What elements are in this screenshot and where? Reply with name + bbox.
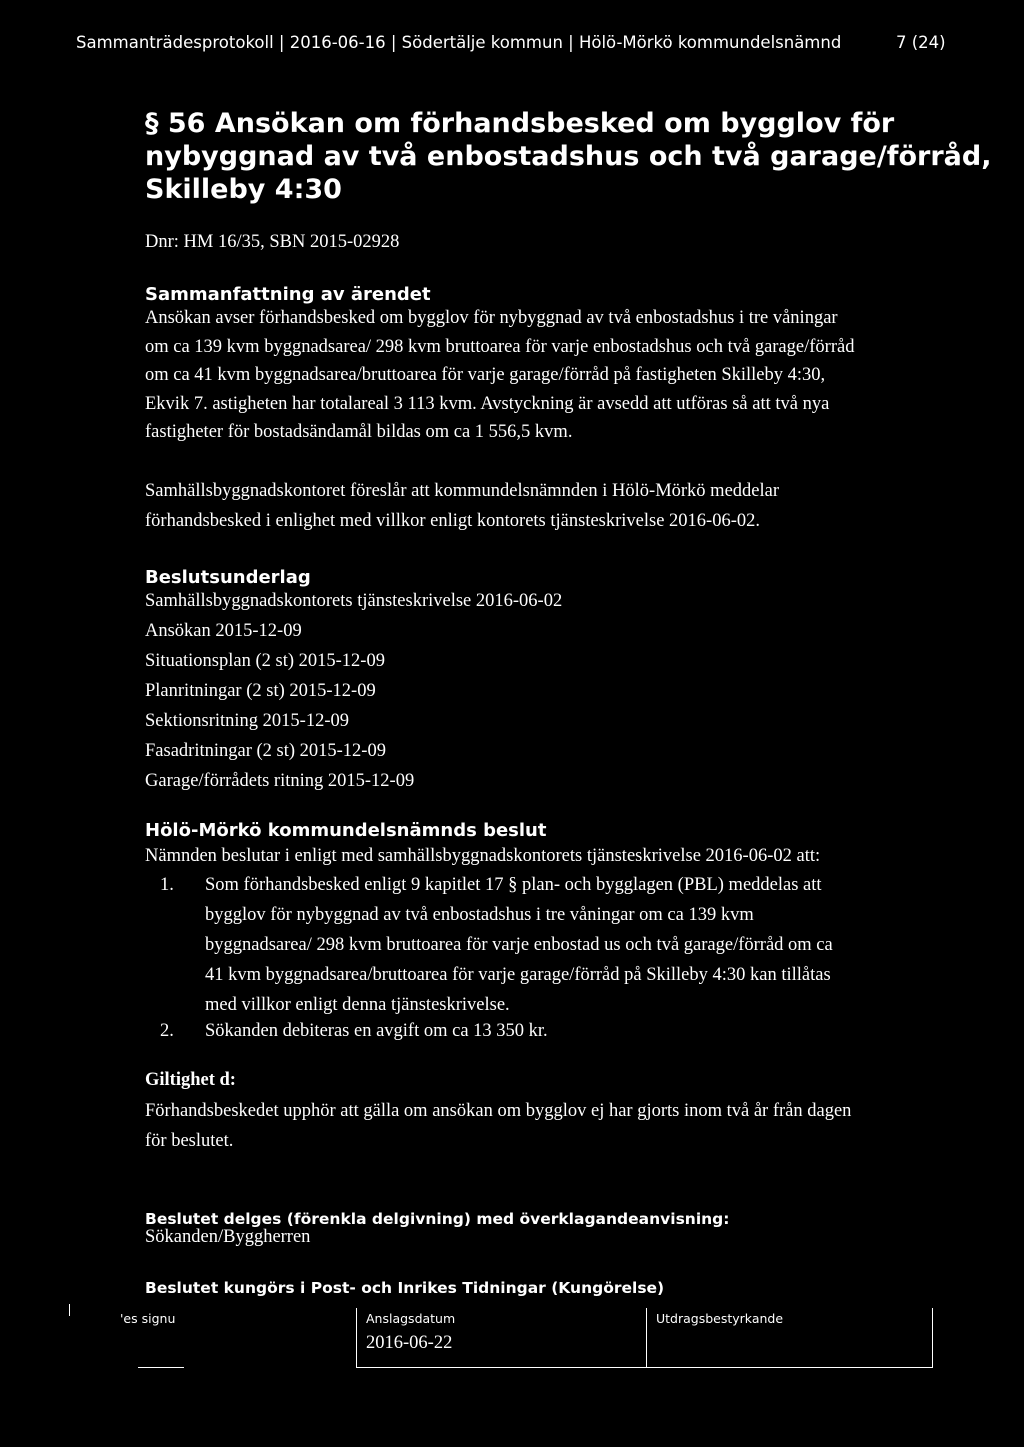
list-item: Fasadritningar (2 st) 2015-12-09 [145, 741, 386, 761]
item-number: 2. [160, 1021, 174, 1041]
table-border [69, 1304, 70, 1316]
item-text [205, 870, 833, 1020]
item-line: Sökanden debiteras en avgift om ca 13 350 kr. [205, 1021, 548, 1041]
distribution-recipient: Sökanden/Byggherren [145, 1227, 311, 1247]
item-line: 41 kvm byggnadsarea/bruttoarea för varje garage/förråd på Skilleby 4:30 kan tillåtas [205, 965, 831, 985]
recommendation-line: förhandsbesked i enlighet med villkor enligt kontorets tjänsteskrivelse 2016-06-02. [145, 511, 760, 531]
summary-line: fastigheter för bostadsändamål bildas om ca 1 556,5 kvm. [145, 422, 573, 442]
summary-line: om ca 41 kvm byggnadsarea/bruttoarea för varje garage/förråd på fastigheten Skilleby 4:30, [145, 365, 826, 385]
item-line: Som förhandsbesked enligt 9 kapitlet 17 § plan- och bygglagen (PBL) meddelas att [205, 875, 822, 895]
recommendation-paragraph [145, 476, 779, 536]
item-number: 1. [160, 875, 174, 895]
validity-line: Förhandsbeskedet upphör att gälla om ansökan om bygglov ej har gjorts inom två år från dagen [145, 1101, 852, 1121]
validity-heading: Giltighet d: [145, 1070, 236, 1090]
table-border [138, 1367, 184, 1368]
list-item: Sektionsritning 2015-12-09 [145, 711, 350, 731]
item-line: byggnadsarea/ 298 kvm bruttoarea för varje enbostad us och två garage/förråd om ca [205, 935, 833, 955]
title-line: § 56 Ansökan om förhandsbesked om bygglov för [145, 108, 895, 139]
list-item: Situationsplan (2 st) 2015-12-09 [145, 651, 385, 671]
summary-line: om ca 139 kvm byggnadsarea/ 298 kvm bruttoarea för varje enbostadshus och två garage/förråd [145, 336, 855, 357]
extract-certification-label: Utdragsbestyrkande [656, 1311, 784, 1326]
posting-date-value: 2016-06-22 [366, 1333, 453, 1353]
decision-heading: Hölö-Mörkö kommundelsnämnds beslut [145, 820, 547, 841]
item-text [205, 1016, 548, 1046]
table-border [646, 1308, 647, 1368]
table-border [932, 1308, 933, 1368]
list-item: Garage/förrådets ritning 2015-12-09 [145, 771, 415, 791]
underlag-list [145, 586, 562, 796]
table-border [356, 1367, 933, 1368]
summary-paragraph [145, 304, 854, 447]
decision-intro: Nämnden beslutar i enligt med samhällsbyggnadskontorets tjänsteskrivelse 2016-06-02 att: [145, 846, 821, 866]
summary-line: Ekvik 7. astigheten har totalareal 3 113 kvm. Avstyckning är avsedd att utföras så att två nya [145, 393, 830, 414]
underlag-heading: Beslutsunderlag [145, 567, 311, 588]
title-line: nybyggnad av två enbostadshus och två garage/förråd, [145, 141, 992, 172]
item-line: bygglov för nybyggnad av två enbostadshus i tre våningar om ca 139 kvm [205, 905, 754, 925]
posting-date-label: Anslagsdatum [366, 1311, 456, 1326]
list-item: Planritningar (2 st) 2015-12-09 [145, 681, 376, 701]
list-item: Ansökan 2015-12-09 [145, 621, 302, 641]
validity-paragraph [145, 1096, 851, 1156]
summary-heading: Sammanfattning av ärendet [145, 284, 431, 305]
distribution-heading: Beslutet delges (förenkla delgivning) med överklagandeanvisning: [145, 1210, 730, 1228]
recommendation-line: Samhällsbyggnadskontoret föreslår att kommundelsnämnden i Hölö-Mörkö meddelar [145, 481, 780, 501]
section-title [145, 107, 991, 206]
item-line: med villkor enligt denna tjänsteskrivelse. [205, 995, 510, 1015]
announcement-heading: Beslutet kungörs i Post- och Inrikes Tidningar (Kungörelse) [145, 1279, 665, 1297]
running-header: Sammanträdesprotokoll | 2016-06-16 | Södertälje kommun | Hölö-Mörkö kommundelsnämnd [76, 33, 842, 52]
signature-label: 'es signu [120, 1311, 176, 1326]
list-item: Samhällsbyggnadskontorets tjänsteskrivelse 2016-06-02 [145, 591, 563, 611]
case-number: Dnr: HM 16/35, SBN 2015-02928 [145, 232, 400, 252]
summary-line: Ansökan avser förhandsbesked om bygglov för nybyggnad av två enbostadshus i tre våningar [145, 308, 838, 328]
title-line: Skilleby 4:30 [145, 174, 342, 205]
page-number: 7 (24) [896, 33, 946, 52]
table-border [356, 1308, 357, 1368]
validity-line: för beslutet. [145, 1131, 234, 1151]
